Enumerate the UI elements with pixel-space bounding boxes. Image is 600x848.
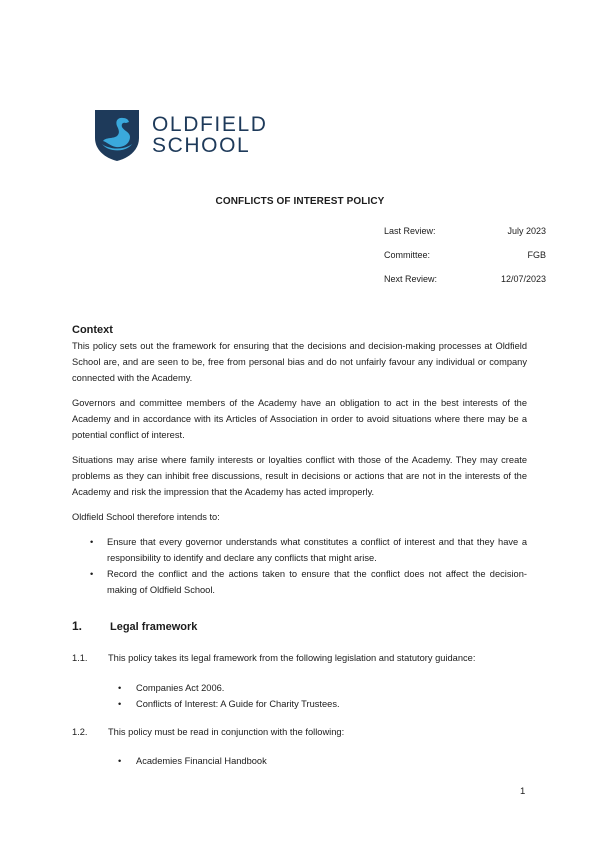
- clause-1-1: [72, 650, 542, 666]
- context-paragraph: Governors and committee members of the Academy have an obligation to act in the best interests of the Academy and in accordance with its Articles of Association in order to avoid situations where there may be a potential conflict of interest.: [72, 398, 527, 440]
- clause-1-1-list: [118, 680, 340, 712]
- clause-text: This policy takes its legal framework from the following legislation and statutory guidance:: [108, 653, 476, 663]
- clause-1-2-list: [118, 753, 267, 769]
- list-item: • Academies Financial Handbook: [118, 753, 267, 769]
- meta-label: Committee:: [384, 250, 431, 260]
- bullet-icon: •: [118, 756, 122, 766]
- context-paragraph: This policy sets out the framework for ensuring that the decisions and decision-making processes at Oldfield School are, and are seen to be, free from personal bias and do not unfairly favour any individual or company connected with the Academy.: [72, 341, 527, 383]
- clause-number: 1.1.: [72, 653, 88, 663]
- context-paragraph: Oldfield School therefore intends to:: [72, 512, 220, 522]
- context-heading: Context: [72, 324, 113, 336]
- section-title: Legal framework: [110, 621, 198, 633]
- clause-number: 1.2.: [72, 727, 88, 737]
- list-item: • Ensure that every governor understands what constitutes a conflict of interest and that they have a responsibility to identify and declare any conflicts that might arise.: [72, 534, 527, 566]
- clause-1-2: [72, 724, 542, 740]
- list-item: • Record the conflict and the actions taken to ensure that the conflict does not affect the decision-making of Oldfield School.: [72, 566, 527, 598]
- document-title: CONFLICTS OF INTEREST POLICY: [215, 196, 385, 207]
- meta-value: FGB: [527, 250, 546, 260]
- list-item: • Companies Act 2006.: [118, 680, 340, 696]
- page-number: 1: [520, 786, 526, 797]
- meta-value: 12/07/2023: [500, 274, 546, 284]
- bullet-icon: •: [90, 569, 94, 579]
- meta-row-last-review: [384, 224, 546, 248]
- logo-text-line1: OLDFIELD: [152, 113, 268, 136]
- school-logo: [93, 108, 268, 162]
- context-paragraph: Situations may arise where family interests or loyalties conflict with those of the Academy. They may create problems as they can inhibit free discussions, result in decisions or actions that are not in the interests of the Academy and risk the impression that the Academy has acted improperly.: [72, 455, 527, 497]
- meta-label: Next Review:: [384, 274, 438, 284]
- bullet-icon: •: [118, 683, 122, 693]
- swan-shield-icon: [93, 108, 141, 162]
- bullet-icon: •: [118, 699, 122, 709]
- meta-label: Last Review:: [384, 226, 436, 236]
- review-meta: [384, 224, 546, 296]
- section-heading: [72, 619, 197, 633]
- context-section: [72, 322, 527, 598]
- logo-text-line2: SCHOOL: [152, 134, 251, 157]
- intent-list: [72, 534, 527, 598]
- meta-row-next-review: [384, 272, 546, 296]
- bullet-icon: •: [90, 537, 94, 547]
- meta-row-committee: [384, 248, 546, 272]
- meta-value: July 2023: [507, 226, 546, 236]
- section-number: 1.: [72, 619, 83, 633]
- clause-text: This policy must be read in conjunction with the following:: [108, 727, 345, 737]
- list-item: • Conflicts of Interest: A Guide for Charity Trustees.: [118, 696, 340, 712]
